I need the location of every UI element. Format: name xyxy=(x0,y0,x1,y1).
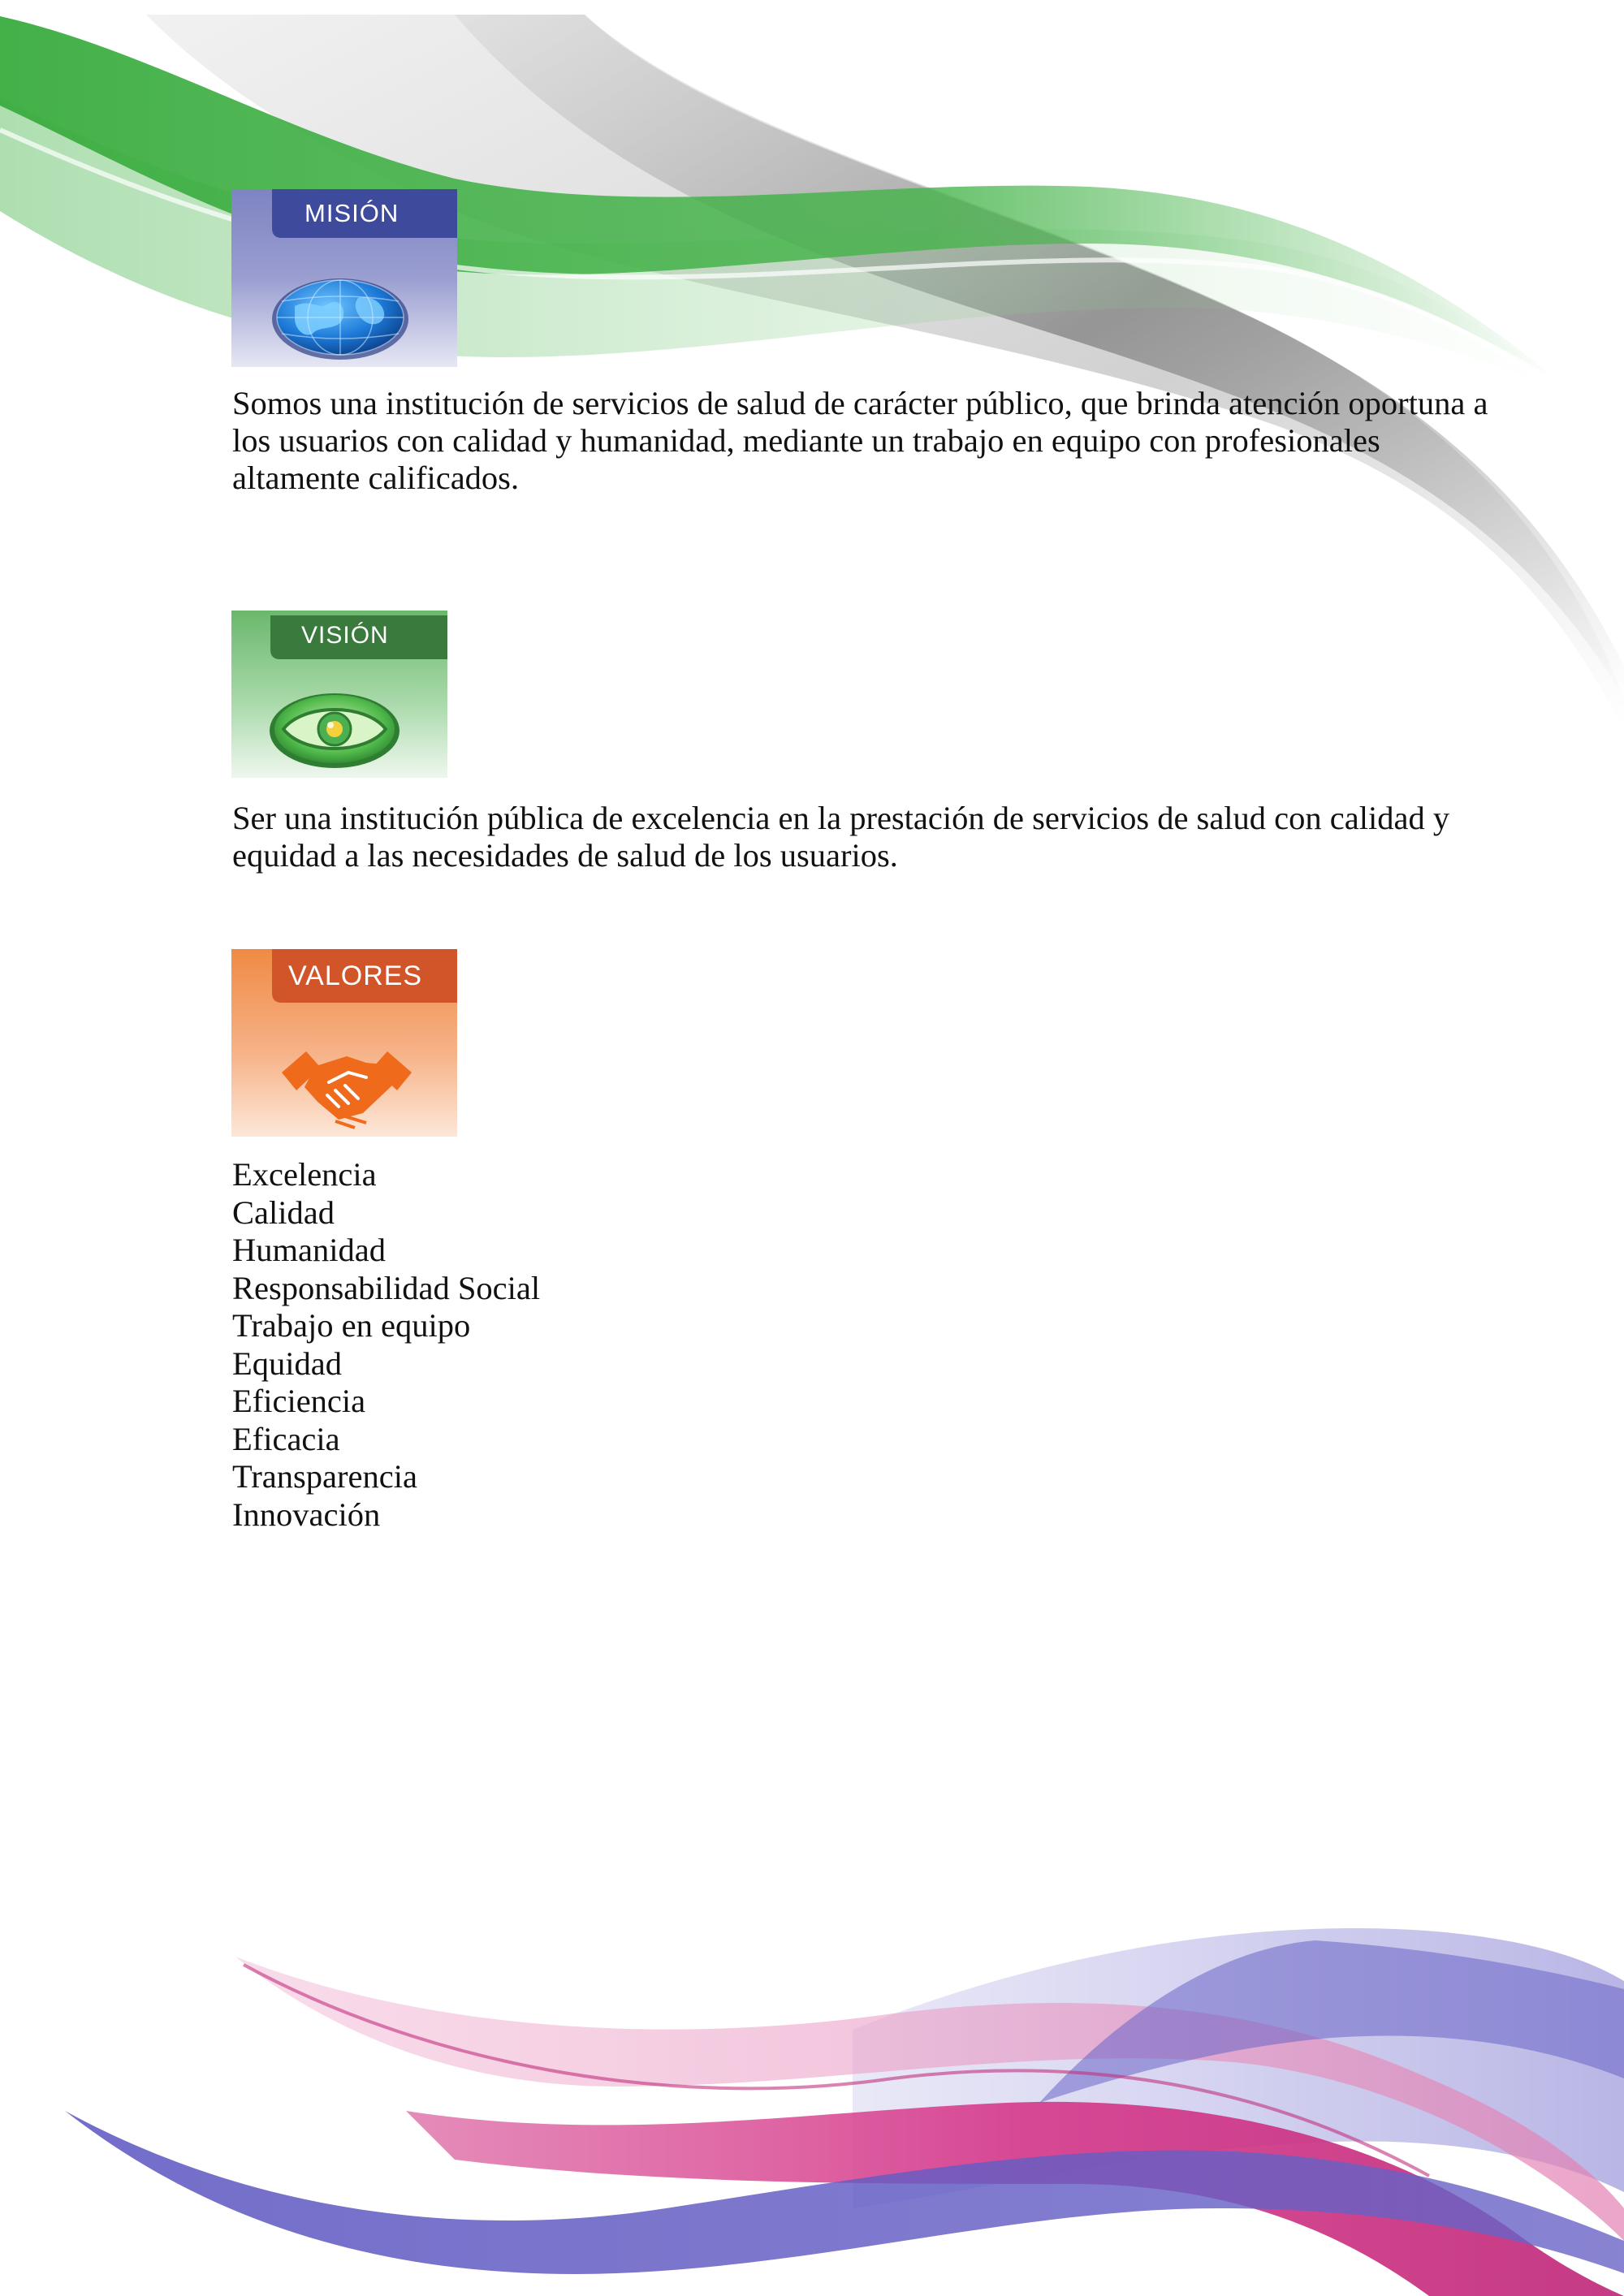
vision-text: Ser una institución pública de excelencia en la prestación de servicios de salud con calidad y equidad a las necesidades de salud de los usuarios. xyxy=(232,800,1450,874)
list-item: Responsabilidad Social xyxy=(232,1269,541,1306)
list-item: Humanidad xyxy=(232,1232,386,1268)
list-item: Trabajo en equipo xyxy=(232,1307,471,1344)
list-item: Transparencia xyxy=(232,1458,417,1495)
list-item: Innovación xyxy=(232,1495,381,1533)
eye-icon xyxy=(267,688,402,770)
globe-icon xyxy=(270,274,410,361)
list-item: Eficiencia xyxy=(232,1383,366,1419)
vision-label: VISIÓN xyxy=(301,622,389,649)
valores-badge xyxy=(231,949,457,1137)
list-item: Eficacia xyxy=(232,1420,340,1457)
mision-label: MISIÓN xyxy=(304,199,400,227)
mision-badge xyxy=(231,189,457,367)
vision-badge xyxy=(231,611,447,778)
mision-text: Somos una institución de servicios de salud de carácter público, que brinda atención oportuna a los usuarios con calidad y humanidad, mediante un trabajo en equipo con profesionales altamente calificados. xyxy=(232,385,1488,496)
list-item: Excelencia xyxy=(232,1156,377,1193)
list-item: Equidad xyxy=(232,1344,342,1382)
list-item: Calidad xyxy=(232,1193,335,1231)
valores-list xyxy=(232,1156,540,1534)
handshake-icon xyxy=(282,1045,412,1129)
valores-label: VALORES xyxy=(288,960,423,991)
